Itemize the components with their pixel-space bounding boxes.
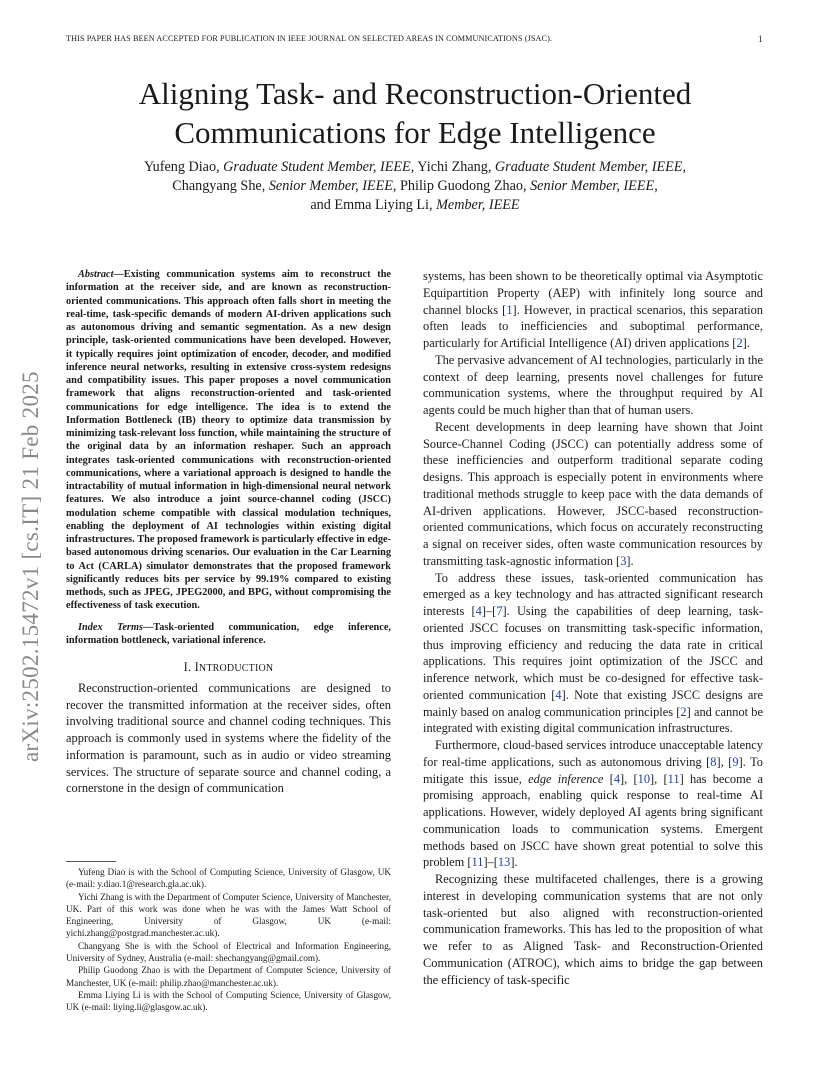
body-paragraph: Recent developments in deep learning have shown that Joint Source-Channel Coding (JSCC) can potentially address some of these inefficiencies and outperform traditional separate coding designs. This approach is especially potent in environments where traditional methods struggle to keep pace with the data demands of AI-driven applications. However, JSCC-based reconstruction-oriented communications, which focus on accurately reconstructing a signal on receiver sides, often waste communication resources by transmitting task-agnostic information [3]. bbox=[423, 419, 763, 568]
author-name: , Yichi Zhang, bbox=[410, 159, 495, 175]
title-line-2: Communications for Edge Intelligence bbox=[174, 115, 656, 150]
running-head: THIS PAPER HAS BEEN ACCEPTED FOR PUBLICATION IN IEEE JOURNAL ON SELECTED AREAS IN COMMUNICATIONS (JSAC). bbox=[66, 34, 553, 43]
body-paragraph: systems, has been shown to be theoretically optimal via Asymptotic Equipartition Property (AEP) with infinitely long source and channel blocks [1]. However, in practical scenarios, this separation often leads to inefficiencies and suboptimal performance, particularly for Artificial Intelligence (AI) driven applications [2]. bbox=[423, 269, 763, 350]
paper-title bbox=[60, 74, 770, 152]
citation-link[interactable]: 13 bbox=[497, 855, 511, 870]
index-terms-text: —Task-oriented communication, edge inference, information bottleneck, variational inference. bbox=[66, 621, 391, 646]
footnotes bbox=[66, 866, 391, 1014]
index-terms-label: Index Terms bbox=[78, 621, 143, 633]
body-paragraph: The pervasive advancement of AI technologies, particularly in the context of deep learning, presents novel challenges for future communication systems, where the throughput required by AI agents could be much higher than that of human users. bbox=[423, 352, 763, 417]
author-line-2: Changyang She, Senior Member, IEEE, Philip Guodong Zhao, Senior Member, IEEE, bbox=[172, 178, 658, 194]
author-role: Graduate Student Member, IEEE bbox=[223, 159, 411, 175]
index-terms bbox=[66, 621, 391, 648]
right-column bbox=[423, 268, 763, 988]
author-role: Graduate Student Member, IEEE bbox=[494, 159, 683, 175]
citation-link[interactable]: 2 bbox=[736, 336, 743, 350]
author-line-1: Yufeng Diao, Graduate Student Member, IEEE, Yichi Zhang, Graduate Student Member, IEEE, bbox=[143, 159, 687, 175]
author-role: Senior Member, IEEE bbox=[530, 178, 655, 194]
citation-link[interactable]: 3 bbox=[620, 553, 627, 568]
citation-link[interactable]: 11 bbox=[667, 771, 680, 786]
author-block bbox=[60, 158, 770, 215]
author-name: and Emma Liying Li, bbox=[310, 197, 437, 213]
citation-link[interactable]: 7 bbox=[496, 604, 503, 618]
page-number: 1 bbox=[758, 34, 763, 44]
footnote: Philip Guodong Zhao is with the Department of Computer Science, University of Manchester, UK (e-mail: philip.zhao@manchester.ac.uk). bbox=[66, 965, 391, 988]
body-paragraph: Furthermore, cloud-based services introduce unacceptable latency for real-time applications, such as autonomous driving [8], [9]. To mitigate this issue, edge inference [4], [10], [11] has become a promising approach, enabling quick response to real-time AI applications. However, widely deployed AI agents bring significant communication loads to communication systems. Emergent methods based on JSCC have shown great potential to solve this problem [11]–[13]. bbox=[423, 738, 763, 870]
citation-link[interactable]: 1 bbox=[506, 302, 513, 317]
footnote: Emma Liying Li is with the School of Computing Science, University of Glasgow, UK (e-mail: liying.li@glasgow.ac.uk). bbox=[66, 989, 391, 1013]
citation-link[interactable]: 4 bbox=[555, 687, 562, 702]
intro-paragraph: Reconstruction-oriented communications are designed to recover the transmitted information at the receiver sides, often involving traditional source and channel coding techniques. This approach is commonly used in systems where the fidelity of the information is paramount, such as in audio or video streaming services. The structure of separate source and channel coding, a cornerstone in the design of communication bbox=[66, 680, 391, 796]
author-name: , Philip Guodong Zhao, bbox=[392, 178, 531, 194]
citation-link[interactable]: 4 bbox=[475, 604, 482, 618]
section-heading-introduction: I. INTRODUCTION bbox=[183, 660, 274, 674]
abstract-text: —Existing communication systems aim to reconstruct the information at the receiver side, and are known as reconstruction-oriented communications. This approach often falls short in meeting the real-time, task-specific demands of modern AI-driven applications such as autonomous driving and semantic segmentation. As a new design principle, task-oriented communications have been developed. However, it typically requires joint optimization of encoder, decoder, and modified inference neural networks, resulting in extensive cross-system redesigns and compatibility issues. This paper proposes a novel communication framework that aligns reconstruction-oriented and task-oriented communications for edge intelligence. The idea is to extend the Information Bottleneck (IB) theory to optimize data transmission by minimizing task-relevant loss function, while maintaining the structure of the original data by an information reshaper. Such an approach integrates task-oriented communications with reconstruction-oriented communications, where a variational approach is designed to handle the intractability of mutual information in high-dimensional neural network features. We also introduce a joint source-channel coding (JSCC) modulation scheme compatible with classical modulation techniques, enabling the deployment of AI technologies within existing digital infrastructures. The proposed framework is particularly effective in edge-based autonomous driving scenarios. Our evaluation in the Car Learning to Act (CARLA) simulator demonstrates that the proposed framework significantly reduces bits per service by 99.19% compared to existing methods, such as JPEG, JPEG2000, and BPG, without compromising the effectiveness of task execution. bbox=[66, 269, 391, 612]
footnote: Yufeng Diao is with the School of Computing Science, University of Glasgow, UK (e-mail: y.diao.1@research.gla.ac.uk). bbox=[66, 867, 391, 890]
author-name: Yufeng Diao, bbox=[143, 159, 224, 175]
author-name: Changyang She, bbox=[172, 178, 269, 194]
author-line-3 bbox=[60, 196, 770, 215]
footnote: Changyang She is with the School of Electrical and Information Engineering, University of Sydney, Australia (e-mail: shechangyang@gmail.com). bbox=[66, 940, 391, 964]
citation-link[interactable]: 11 bbox=[471, 855, 484, 870]
arxiv-identifier: arXiv:2502.15472v1 [cs.IT] 21 Feb 2025 bbox=[18, 371, 43, 762]
author-role: Member, IEEE bbox=[436, 197, 520, 213]
body-paragraph: To address these issues, task-oriented communication has emerged as a key technology and has attracted significant research interests [4]–[7]. Using the capabilities of deep learning, task-oriented JSCC focuses on transmitting task-specific information, thus improving efficiency and reducing the data rate in critical applications. This requires joint optimization of the JSCC and inference network, which must be co-designed for effective task-oriented communication [4]. Note that existing JSCC designs are mainly based on analog communication principles [2] and cannot be integrated with existing digital communication infrastructures. bbox=[423, 570, 764, 736]
abstract bbox=[66, 268, 391, 613]
citation-link[interactable]: 8 bbox=[710, 754, 717, 769]
title-line-1: Aligning Task- and Reconstruction-Oriented bbox=[138, 76, 692, 111]
body-paragraph: Recognizing these multifaceted challenges, there is a growing interest in developing communication systems that are not only task-oriented but also aligned with reconstruction-oriented communication frameworks. This has led to the proposition of what we refer to as Aligned Task- and Reconstruction-Oriented Communication (ATROC), which aims to bridge the gap between the efficiency of task-specific bbox=[423, 872, 763, 987]
citation-link[interactable]: 10 bbox=[637, 771, 651, 786]
citation-link[interactable]: 9 bbox=[732, 754, 739, 769]
footnote-rule bbox=[66, 861, 116, 862]
citation-link[interactable]: 4 bbox=[613, 771, 621, 786]
left-column bbox=[66, 268, 391, 797]
citation-link[interactable]: 2 bbox=[680, 704, 687, 719]
abstract-label: Abstract bbox=[78, 269, 114, 280]
footnote: Yichi Zhang is with the Department of Computer Science, University of Manchester, UK. Part of this work was done when he was with the James Watt School of Engineering, University of Glasgow, UK (e-mail: yichi.zhang@postgrad.manchester.ac.uk). bbox=[66, 891, 391, 939]
author-role: Senior Member, IEEE bbox=[268, 178, 393, 194]
